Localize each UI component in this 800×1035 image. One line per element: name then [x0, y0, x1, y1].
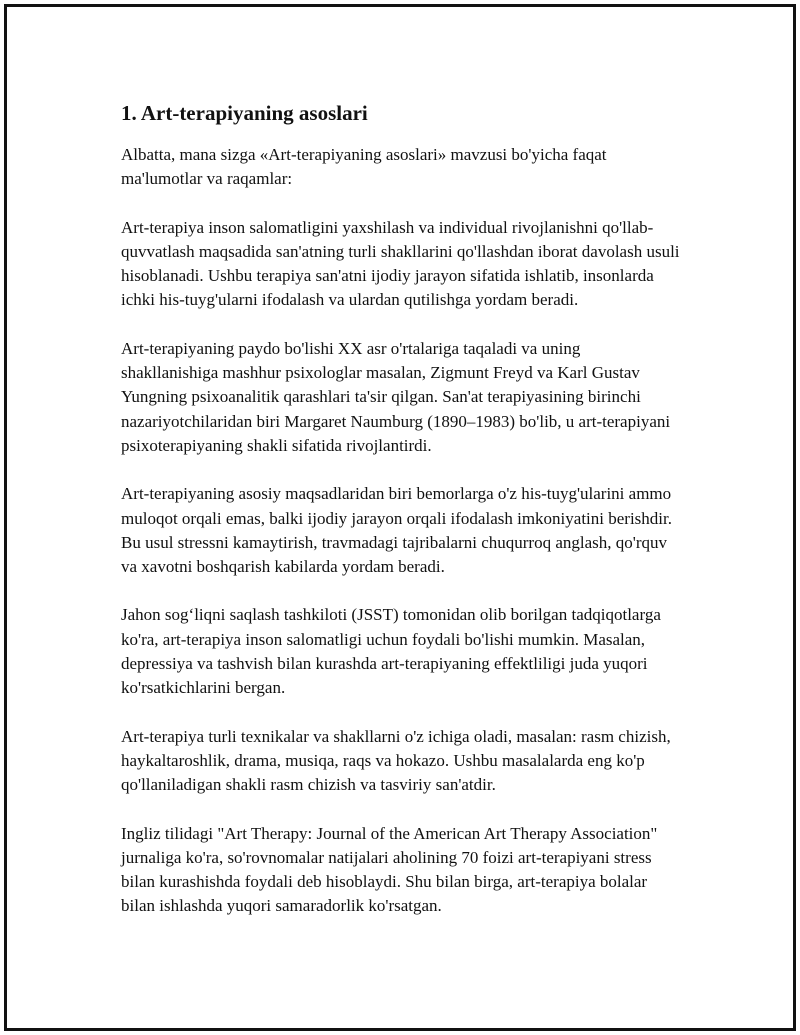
section-heading: 1. Art-terapiyaning asoslari	[121, 101, 368, 125]
paragraph-definition: Art-terapiya inson salomatligini yaxshilash va individual rivojlanishni qo'llab-quvvatlash maqsadida san'atning turli shakllarini qo'llashdan iborat davolash usuli hisoblanadi. Ushbu terapiya san'atni ijodiy jarayon sifatida ishlatib, insonlarda ichki his-tuyg'ularni ifodalash va ulardan qutilishga yordam beradi.	[121, 217, 680, 310]
paragraph-goals: Art-terapiyaning asosiy maqsadlaridan biri bemorlarga o'z his-tuyg'ularini ammo muloqot orqali emas, balki ijodiy jarayon orqali ifodalash imkoniyatini berishdir. Bu usul stressni kamaytirish, travmadagi tajribalarni chuqurroq anglash, qo'rquv va xavotni boshqarish kabilarda yordam beradi.	[121, 484, 672, 577]
page-frame	[4, 4, 796, 1031]
document-body	[121, 99, 681, 943]
paragraph-history: Art-terapiyaning paydo bo'lishi XX asr o'rtalariga taqaladi va uning shakllanishiga mashhur psixologlar masalan, Zigmunt Freyd va Karl Gustav Yungning psixoanalitik qarashlari ta'sir qilgan. San'at terapiyasining birinchi nazariyotchilaridan biri Margaret Naumburg (1890–1983) bo'lib, u art-terapiyani psixoterapiyaning shakli sifatida rivojlantirdi.	[121, 338, 671, 455]
paragraph-intro: Albatta, mana sizga «Art-terapiyaning asoslari» mavzusi bo'yicha faqat ma'lumotlar va raqamlar:	[121, 145, 607, 189]
paragraph-research: Jahon sog‘liqni saqlash tashkiloti (JSST) tomonidan olib borilgan tadqiqotlarga ko'ra, art-terapiya inson salomatligi uchun foydali bo'lishi mumkin. Masalan, depressiya va tashvish bilan kurashda art-terapiyaning effektliligi juda yuqori ko'rsatkichlarini bergan.	[121, 605, 661, 698]
paragraph-techniques: Art-terapiya turli texnikalar va shakllarni o'z ichiga oladi, masalan: rasm chizish, haykaltaroshlik, drama, musiqa, raqs va hokazo. Ushbu masalalarda eng ko'p qo'llaniladigan shakli rasm chizish va tasviriy san'atdir.	[121, 726, 671, 795]
paragraph-journal: Ingliz tilidagi "Art Therapy: Journal of the American Art Therapy Association" jurnaliga ko'ra, so'rovnomalar natijalari aholining 70 foizi art-terapiyani stress bilan kurashishda foydali deb hisoblaydi. Shu bilan birga, art-terapiya bolalar bilan ishlashda yuqori samaradorlik ko'rsatgan.	[121, 823, 658, 916]
